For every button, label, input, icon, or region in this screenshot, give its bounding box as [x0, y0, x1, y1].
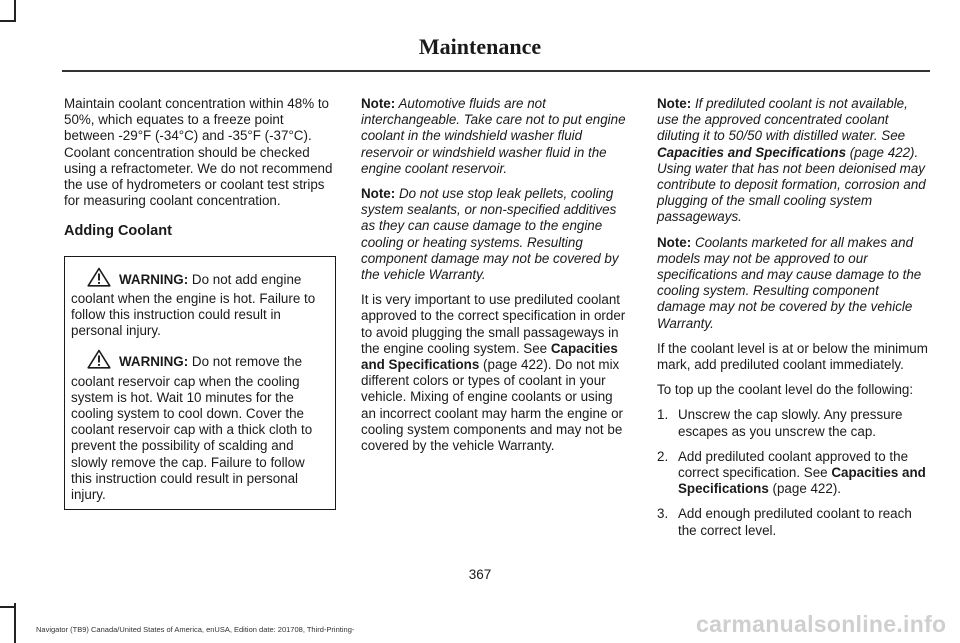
note-label: Note:	[657, 96, 692, 111]
header-rule	[62, 70, 930, 72]
concentration-paragraph: Maintain coolant concentration within 48% to 50%, which equates to a freeze point between -29°F (-34°C) and -35°F (-37°C). Coolant concentration should be checked using a refractometer. We do not recommend the use of hydrometers or coolant test strips for measuring coolant concentration.	[64, 96, 333, 209]
page-title: Maintenance	[418, 34, 542, 59]
warning-item	[71, 267, 329, 340]
note-concentrated	[657, 96, 929, 226]
warning-item	[71, 349, 329, 503]
note-label: Note:	[361, 96, 396, 111]
note-label: Note:	[361, 186, 396, 202]
step-number: 3.	[657, 506, 669, 522]
step-number: 2.	[657, 448, 669, 464]
step-text: Unscrew the cap slowly. Any pressure escapes as you unscrew the cap.	[678, 407, 903, 439]
warning-label: WARNING:	[119, 354, 189, 370]
column-1	[64, 96, 336, 510]
column-3	[657, 96, 929, 548]
note-stop-leak	[361, 186, 631, 283]
paragraph-text: (page 422). Do not mix different colors or types of coolant in your vehicle. Mixing of engine coolants or using an incorrect coolant may harm the engine or cooling system components and may not be covered by the vehicle Warranty.	[361, 357, 624, 454]
capacities-link[interactable]: Capacities and Specifications	[657, 144, 847, 160]
warning-triangle-icon	[87, 267, 111, 291]
note-text: If prediluted coolant is not available, use the approved concentrated coolant diluting it to 50/50 with distilled water. See	[657, 96, 908, 144]
note-text: (page 422). Using water that has not been deionised may contribute to deposit formation, corrosion and plugging of the small cooling system passageways.	[657, 144, 926, 225]
warning-text: Do not remove the coolant reservoir cap when the cooling system is hot. Wait 10 minutes for the cooling system to cool down. Cover the coolant reservoir cap with a thick cloth to prevent the possibility of scalding and slowly remove the cap. Failure to follow this instruction could result in personal injury.	[71, 354, 313, 503]
note-label: Note:	[657, 234, 692, 250]
prediluted-paragraph	[361, 292, 631, 454]
warning-triangle-icon	[87, 349, 111, 373]
top-up-paragraph: To top up the coolant level do the following:	[657, 382, 914, 398]
warning-text: Do not add engine coolant when the engine is hot. Failure to follow this instruction could result in personal injury.	[71, 271, 316, 339]
step-text: Add prediluted coolant approved to the correct specification. See	[678, 448, 909, 481]
step-number: 1.	[657, 407, 669, 423]
crop-mark-bottom-left-vertical	[14, 603, 16, 643]
list-item	[657, 407, 929, 439]
note-text: Automotive fluids are not interchangeable. Take care not to put engine coolant in the windshield washer fluid reservoir or windshield washer fluid in the engine coolant reservoir.	[361, 96, 626, 176]
page-number: 367	[468, 567, 492, 582]
capacities-link[interactable]: Capacities and Specifications	[678, 465, 926, 497]
footer-edition: Navigator (TB9) Canada/United States of America, enUSA, Edition date: 201708, Third-Printing-	[36, 625, 355, 634]
paragraph-text: It is very important to use prediluted coolant approved to the correct specification in order to avoid plugging the small passageways in the engine cooling system. See	[361, 292, 626, 356]
list-item	[657, 506, 929, 538]
section-heading: Adding Coolant	[64, 223, 172, 240]
note-text: Do not use stop leak pellets, cooling system sealants, or non-specified additives as they can cause damage to the engine cooling or heating systems. Resulting component damage may not be covered by the vehicle Warranty.	[361, 186, 619, 283]
note-text: Coolants marketed for all makes and models may not be approved to our specifications and may cause damage to the cooling system. Resulting component damage may not be covered by the vehicle Warranty.	[657, 234, 922, 331]
note-fluids	[361, 96, 631, 177]
crop-mark-top-left-vertical	[14, 0, 16, 22]
list-item	[657, 449, 929, 498]
step-text: Add enough prediluted coolant to reach the correct level.	[678, 506, 912, 538]
top-up-steps	[657, 407, 929, 538]
column-2	[361, 96, 631, 463]
crop-mark-bottom-left-horizontal	[0, 606, 16, 608]
warning-label: WARNING:	[119, 271, 189, 287]
warning-box	[64, 256, 336, 511]
capacities-link[interactable]: Capacities and Specifications	[361, 340, 618, 373]
min-level-paragraph: If the coolant level is at or below the minimum mark, add prediluted coolant immediately.	[657, 340, 928, 373]
step-text: (page 422).	[768, 481, 842, 497]
crop-mark-top-left-horizontal	[0, 20, 16, 22]
note-coolants-marketed	[657, 235, 929, 332]
watermark: carmanualsonline.info	[696, 611, 947, 637]
